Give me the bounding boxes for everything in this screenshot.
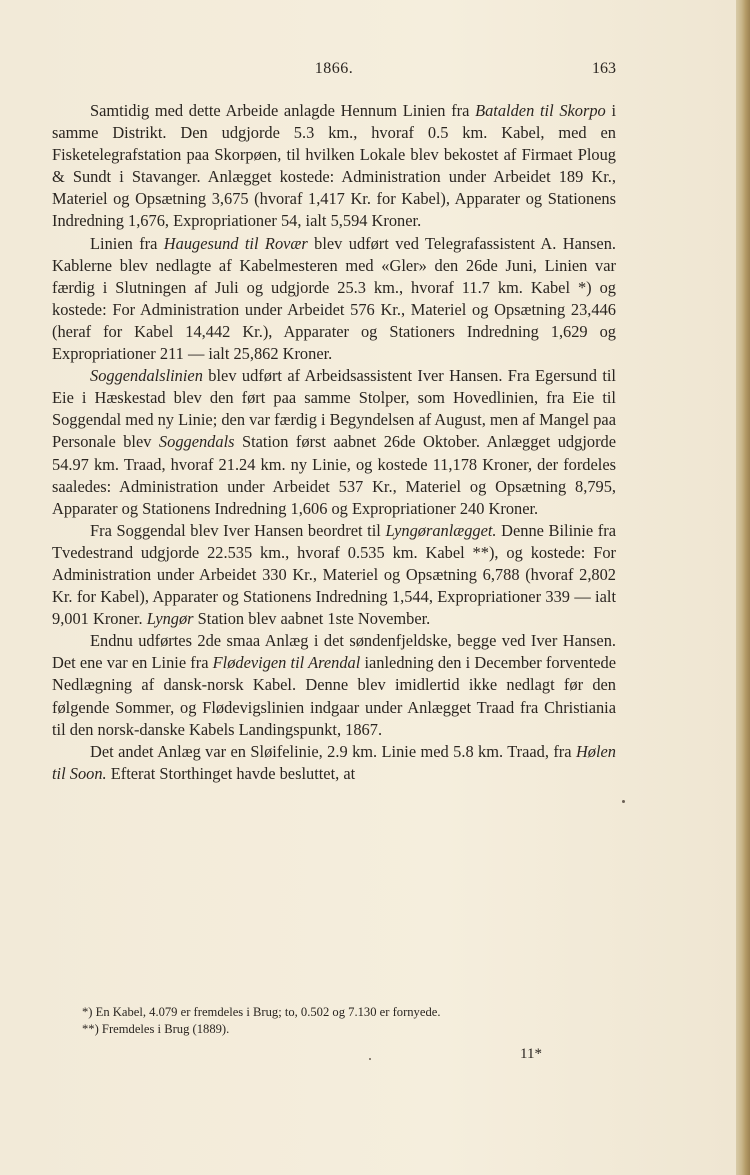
text-run: i samme Distrikt. Den udgjorde 5.3 km., hvoraf 0.5 km. Kabel, med en Fisketelegrafstation paa Skorpøen, til hvilken Lokale blev bekostet af Firmaet Ploug & Sundt i Stavanger. Anlægget kostede: Administration under Arbeidet 189 Kr., Materiel og Opsætning 3,675 (hvoraf 1,417 Kr. for Kabel), Apparater og Stationens Indredning 1,676, Expropriationer 54, ialt 5,594 Kroner. bbox=[52, 101, 617, 231]
paper-speck bbox=[622, 800, 625, 803]
italic-place-name: Flødevigen til Arendal bbox=[212, 653, 361, 673]
page-number: 163 bbox=[592, 60, 616, 77]
paragraph bbox=[52, 630, 616, 740]
italic-place-name: Soggendals bbox=[158, 432, 235, 452]
text-run: Denne Bilinie fra Tvedestrand udgjorde 22.535 km., hvoraf 0.535 km. Kabel **), og kostede: For Administration under Arbeidet 330 Kr., Materiel og Opsætning 6,788 (hvoraf 2,802 Kr. for Kabel), Apparater og Stationens Indredning 1,544, Expropriationer 339 — ialt 9,001 Kroner. bbox=[52, 520, 616, 629]
paragraph bbox=[52, 233, 616, 366]
running-head: 1866. bbox=[314, 60, 354, 77]
italic-place-name: Haugesund til Rovær bbox=[163, 233, 308, 253]
text-run: blev udført ved Telegrafassistent A. Hansen. Kablerne blev nedlagte af Kabelmesteren med «Gler» den 26de Juni, Linien var færdig i Slutningen af Juli og udgjorde 25.3 km., hvoraf 11.7 km. Kabel *) og kostede: For Administration under Arbeidet 576 Kr., Materiel og Opsætning 23,446 (heraf for Kabel 14,442 Kr.), Apparater og Stationers Indredning 1,629 og Expropriationer 211 — ialt 25,862 Kroner. bbox=[52, 233, 616, 364]
page-edge bbox=[736, 0, 750, 1175]
footnotes bbox=[52, 1004, 616, 1038]
text-run: Endnu udførtes 2de smaa Anlæg i det søndenfjeldske, begge ved Iver Hansen. Det ene var en Linie fra bbox=[52, 631, 616, 673]
text-run: Det andet Anlæg var en Sløifelinie, 2.9 km. Linie med 5.8 km. Traad, fra bbox=[90, 741, 576, 761]
signature-mark: 11* bbox=[520, 1046, 542, 1062]
body-text bbox=[52, 100, 616, 785]
text-run: blev udført af Arbeidsassistent Iver Hansen. Fra Egersund til Eie i Hæskestad blev den ført paa samme Stolper, som Hovedlinien, fra Eie til Soggendal med ny Linie; den var færdig i Begyndelsen af August, men af Mangel paa Personale blev bbox=[52, 366, 616, 452]
text-run: Efterat Storthinget havde besluttet, at bbox=[106, 763, 356, 783]
paragraph bbox=[52, 365, 616, 520]
italic-place-name: Lyngør bbox=[146, 609, 194, 629]
italic-place-name: Soggendalslinien bbox=[90, 366, 203, 386]
text-run: ianledning den i December forventede Nedlægning af dansk-norsk Kabel. Denne blev imidlertid ikke nedlagt før den følgende Sommer, og Flødevigslinien indgaar under Anlægget Traad fra Christiania til den norsk-danske Kabels Landingspunkt, 1867. bbox=[52, 653, 616, 739]
text-run: Station først aabnet 26de Oktober. Anlægget udgjorde 54.97 km. Traad, hvoraf 21.24 km. ny Linie, og kostede 11,178 Kroner, der fordeles saaledes: Administration under Arbeidet 537 Kr., Materiel og Opsætning 8,795, Apparater og Stationens Indredning 1,606 og Expropriationer 240 Kroner. bbox=[52, 432, 616, 518]
italic-place-name: Hølen til Soon. bbox=[52, 741, 616, 783]
paragraph bbox=[52, 520, 616, 630]
paragraph bbox=[52, 741, 616, 785]
paragraph bbox=[52, 100, 616, 233]
italic-place-name: Lyngøranlægget. bbox=[385, 520, 497, 540]
footnote: **) Fremdeles i Brug (1889). bbox=[82, 1022, 230, 1036]
text-run: Station blev aabnet 1ste November. bbox=[193, 609, 431, 629]
text-run: Linien fra bbox=[90, 233, 164, 253]
text-run: Samtidig med dette Arbeide anlagde Hennum Linien fra bbox=[90, 101, 476, 120]
paper-speck bbox=[369, 1058, 371, 1060]
text-run: Fra Soggendal blev Iver Hansen beordret til bbox=[90, 520, 386, 540]
page-header bbox=[52, 60, 616, 84]
italic-place-name: Batalden til Skorpo bbox=[475, 101, 606, 120]
footnote: *) En Kabel, 4.079 er fremdeles i Brug; to, 0.502 og 7.130 er fornyede. bbox=[82, 1005, 441, 1019]
